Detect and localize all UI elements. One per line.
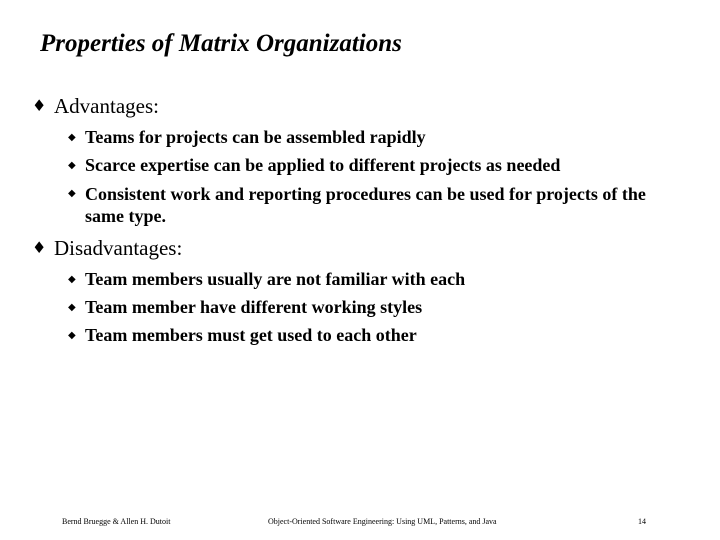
list-item bbox=[68, 124, 692, 151]
disadvantages-label: Disadvantages: bbox=[54, 236, 183, 260]
list-item bbox=[68, 180, 692, 227]
list-item bbox=[68, 266, 692, 293]
small-diamond-bullet-icon: ◆ bbox=[68, 160, 76, 171]
footer-authors: Bernd Bruegge & Allen H. Dutoit bbox=[62, 517, 171, 526]
list-item-text: Consistent work and reporting procedures can be used for projects of the same type. bbox=[85, 184, 646, 226]
slide-title: Properties of Matrix Organizations bbox=[40, 30, 402, 57]
disadvantages-heading bbox=[32, 234, 692, 262]
advantages-label: Advantages: bbox=[54, 94, 159, 118]
advantages-section bbox=[32, 92, 692, 228]
list-item-text: Team members usually are not familiar with each bbox=[85, 269, 466, 289]
list-item bbox=[68, 152, 692, 179]
footer-page-number: 14 bbox=[638, 517, 646, 526]
footer-book-title: Object-Oriented Software Engineering: Using UML, Patterns, and Java bbox=[268, 517, 497, 526]
small-diamond-bullet-icon: ◆ bbox=[68, 188, 76, 199]
small-diamond-bullet-icon: ◆ bbox=[68, 132, 76, 143]
list-item bbox=[68, 322, 692, 349]
advantages-list bbox=[68, 124, 692, 227]
small-diamond-bullet-icon: ◆ bbox=[68, 274, 76, 285]
diamond-bullet-icon: ♦ bbox=[32, 238, 47, 257]
list-item-text: Team member have different working styles bbox=[85, 297, 423, 317]
diamond-bullet-icon: ♦ bbox=[32, 96, 47, 115]
list-item-text: Teams for projects can be assembled rapidly bbox=[85, 127, 426, 147]
small-diamond-bullet-icon: ◆ bbox=[68, 330, 76, 341]
disadvantages-list bbox=[68, 266, 692, 349]
advantages-heading bbox=[32, 92, 692, 120]
list-item bbox=[68, 294, 692, 321]
disadvantages-section bbox=[32, 234, 692, 350]
list-item-text: Scarce expertise can be applied to different projects as needed bbox=[85, 155, 561, 175]
list-item-text: Team members must get used to each other bbox=[85, 325, 417, 345]
small-diamond-bullet-icon: ◆ bbox=[68, 302, 76, 313]
